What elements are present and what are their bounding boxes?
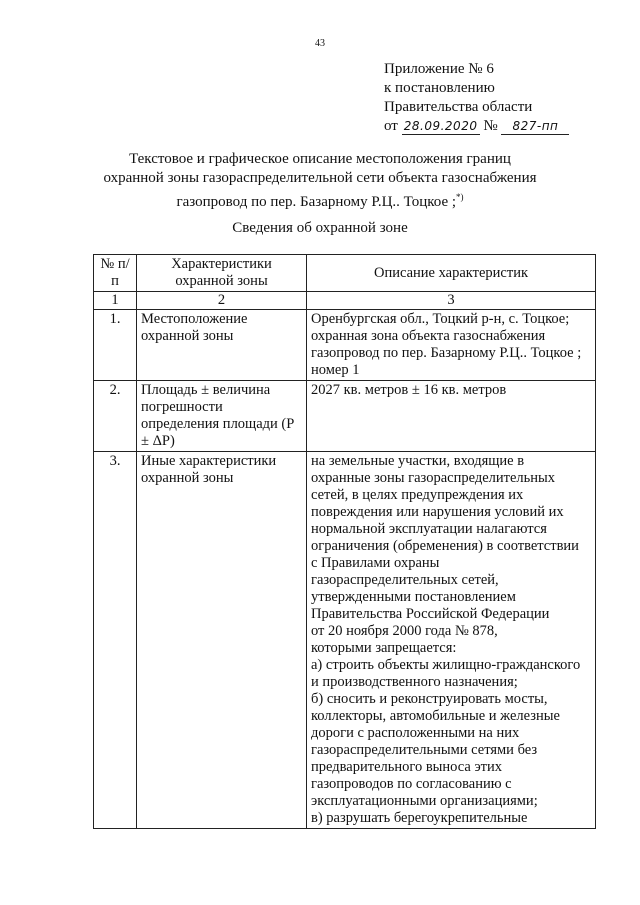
- row-3-number: 3.: [94, 452, 137, 829]
- title-line-1: Текстовое и графическое описание местоположения границ: [129, 151, 511, 167]
- header-number: № п/п: [94, 255, 137, 292]
- table-row: [94, 310, 596, 381]
- row-3-description: [307, 452, 596, 829]
- row-1-number: 1.: [94, 310, 137, 381]
- row-1-description-line: газопровод по пер. Базарному Р.Ц.. Тоцкое ;: [311, 345, 582, 361]
- title-line-2: охранной зоны газораспределительной сети объекта газоснабжения: [103, 170, 537, 186]
- row-3-description-line: повреждения или нарушения условий их: [311, 504, 564, 520]
- table-header-row: [94, 255, 596, 292]
- row-3-description-line: ограничения (обременения) в соответствии: [311, 538, 579, 554]
- row-3-description-line: охранные зоны газораспределительных: [311, 470, 556, 486]
- section-title: Сведения об охранной зоне: [232, 220, 408, 236]
- column-number-2: 2: [137, 292, 307, 310]
- row-1-description-line: Оренбургская обл., Тоцкий р-н, с. Тоцкое;: [311, 311, 570, 327]
- row-3-description-line: газораспределительными сетями без: [311, 742, 538, 758]
- number-label: №: [483, 118, 498, 134]
- row-2-description-line: 2027 кв. метров ± 16 кв. метров: [311, 382, 507, 398]
- appendix-title: Приложение № 6: [384, 61, 494, 77]
- row-1-characteristic: Местоположение охранной зоны: [137, 310, 307, 381]
- row-2-characteristic: Площадь ± величина погрешности определения площади (P ± ΔP): [137, 381, 307, 452]
- row-2-description: [307, 381, 596, 452]
- column-number-row: [94, 292, 596, 310]
- zone-table: [93, 254, 596, 829]
- appendix-resolution: к постановлению: [384, 80, 495, 96]
- row-3-description-line: газораспределительных сетей,: [311, 572, 499, 588]
- header-description: Описание характеристик: [307, 255, 596, 292]
- row-3-description-line: коллекторы, автомобильные и железные: [311, 708, 560, 724]
- appendix-government: Правительства области: [384, 99, 533, 115]
- row-3-description-line: нормальной эксплуатации налагаются: [311, 521, 547, 537]
- footnote-mark: *): [456, 192, 464, 202]
- title-line-3-text: газопровод по пер. Базарному Р.Ц.. Тоцкое ;: [176, 194, 457, 210]
- resolution-number: 827-пп: [501, 119, 569, 135]
- row-3-description-line: утвержденными постановлением: [311, 589, 516, 605]
- row-3-description-line: а) строить объекты жилищно-гражданского: [311, 657, 581, 673]
- appendix-block: [384, 60, 569, 136]
- header-characteristic: Характеристики охранной зоны: [137, 255, 307, 292]
- row-3-description-line: на земельные участки, входящие в: [311, 453, 525, 469]
- row-2-number: 2.: [94, 381, 137, 452]
- row-3-description-line: с Правилами охраны: [311, 555, 440, 571]
- page-number: 43: [315, 38, 325, 49]
- document-title: [60, 150, 580, 212]
- row-3-description-line: и производственного назначения;: [311, 674, 518, 690]
- from-label: от: [384, 118, 398, 134]
- row-1-description-line: номер 1: [311, 362, 360, 378]
- column-number-3: 3: [307, 292, 596, 310]
- row-3-description-line: предварительного выноса этих: [311, 759, 503, 775]
- table-row: [94, 381, 596, 452]
- row-3-description-line: газопроводов по согласованию с: [311, 776, 512, 792]
- appendix-date-line: [384, 117, 569, 136]
- row-1-description: [307, 310, 596, 381]
- resolution-date: 28.09.2020: [402, 119, 480, 135]
- row-3-characteristic: Иные характеристики охранной зоны: [137, 452, 307, 829]
- row-3-description-line: эксплуатационными организациями;: [311, 793, 538, 809]
- row-3-description-line: от 20 ноября 2000 года № 878,: [311, 623, 498, 639]
- row-3-description-line: б) сносить и реконструировать мосты,: [311, 691, 548, 707]
- row-3-description-line: Правительства Российской Федерации: [311, 606, 550, 622]
- row-3-description-line: которыми запрещается:: [311, 640, 457, 656]
- title-line-3: [60, 188, 580, 212]
- row-3-description-line: сетей, в целях предупреждения их: [311, 487, 524, 503]
- row-3-description-line: дороги с расположенными на них: [311, 725, 520, 741]
- row-3-description-line: в) разрушать берегоукрепительные: [311, 810, 528, 826]
- column-number-1: 1: [94, 292, 137, 310]
- table-row: [94, 452, 596, 829]
- row-1-description-line: охранная зона объекта газоснабжения: [311, 328, 546, 344]
